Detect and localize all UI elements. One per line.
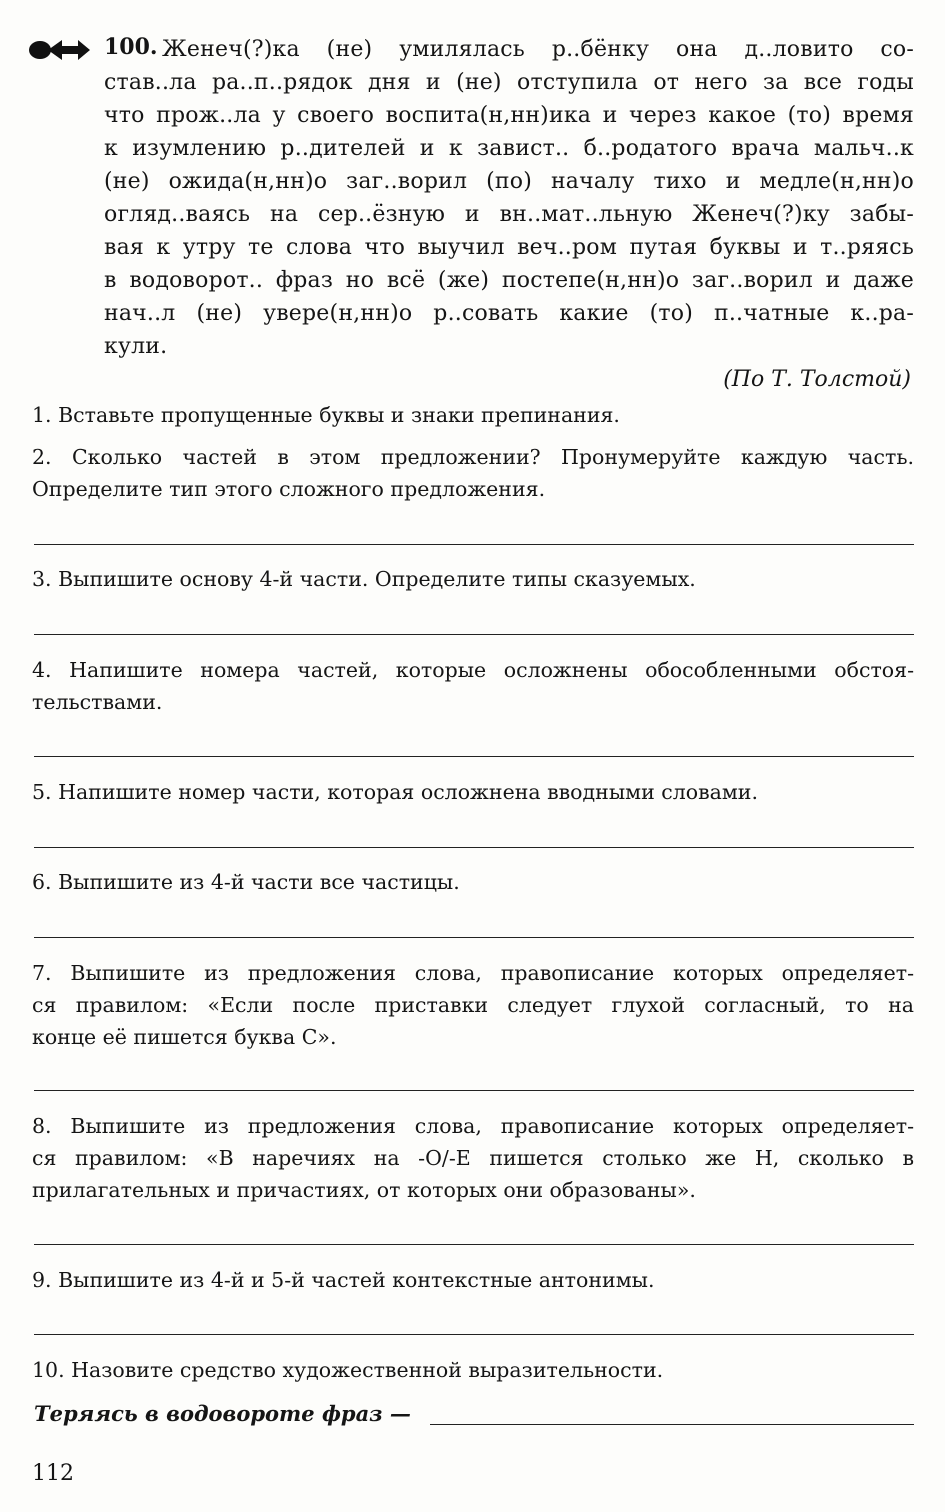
question-2: [32, 441, 914, 505]
question-text: ся правилом: «В наречиях на -О/-Е пишется столько же Н, сколько в: [32, 1146, 914, 1170]
question-text: 4. Напишите номера частей, которые осложнены обособленными обстоя-: [32, 658, 914, 682]
answer-line-7[interactable]: [34, 1090, 914, 1091]
exercise-text-line: став..ла ра..п..рядок дня и (не) отступила от него за все годы: [104, 70, 914, 95]
question-text: 2. Сколько частей в этом предложении? Пронумеруйте каждую часть.: [32, 445, 914, 469]
question-text: конце её пишется буква С».: [32, 1025, 337, 1049]
question-8: [32, 1110, 914, 1206]
question-text: 5. Напишите номер части, которая осложнена вводными словами.: [32, 780, 758, 804]
exercise-text-line: (не) ожида(н,нн)о заг..ворил (по) началу тихо и медле(н,нн)о: [104, 169, 914, 194]
question-text: 6. Выпишите из 4-й части все частицы.: [32, 870, 460, 894]
final-answer-line[interactable]: [430, 1424, 914, 1425]
exercise-marker-icon: [28, 36, 92, 64]
final-prompt: Теряясь в водовороте фраз —: [34, 1401, 411, 1426]
question-text: 3. Выпишите основу 4-й части. Определите типы сказуемых.: [32, 567, 696, 591]
answer-line-9[interactable]: [34, 1334, 914, 1335]
question-3: [32, 563, 914, 595]
question-text: 10. Назовите средство художественной выразительности.: [32, 1358, 664, 1382]
question-text: 9. Выпишите из 4-й и 5-й частей контекстные антонимы.: [32, 1268, 655, 1292]
question-7: [32, 957, 914, 1053]
question-text: 7. Выпишите из предложения слова, правописание которых определяет-: [32, 961, 914, 985]
exercise-text-line: что прож..ла у своего воспита(н,нн)ика и через какое (то) время: [104, 103, 914, 128]
exercise-text-line: Женеч(?)ка (не) умилялась р..бёнку она д..ловито со-: [162, 37, 914, 62]
answer-line-5[interactable]: [34, 847, 914, 848]
answer-line-8[interactable]: [34, 1244, 914, 1245]
answer-line-6[interactable]: [34, 937, 914, 938]
question-1: [32, 399, 914, 431]
exercise-text-line: в водоворот.. фраз но всё (же) постепе(н,нн)о заг..ворил и даже: [104, 268, 914, 293]
exercise-text-line: к изумлению р..дителей и к завист.. б..родатого врача мальч..к: [104, 136, 914, 161]
author-attribution: (По Т. Толстой): [723, 367, 911, 392]
question-9: [32, 1264, 914, 1296]
question-4: [32, 654, 914, 718]
exercise-number: 100.: [104, 34, 158, 60]
exercise-text-line: огляд..ваясь на сер..ёзную и вн..мат..льную Женеч(?)ку забы-: [104, 202, 914, 227]
answer-line-2[interactable]: [34, 544, 914, 545]
question-5: [32, 776, 914, 808]
page-number: 112: [32, 1461, 74, 1486]
question-text: тельствами.: [32, 690, 163, 714]
question-text: Определите тип этого сложного предложения.: [32, 477, 546, 501]
exercise-text-line: вая к утру те слова что выучил веч..ром путая буквы и т..ряясь: [104, 235, 914, 260]
answer-line-4[interactable]: [34, 756, 914, 757]
exercise-text-line: кули.: [104, 334, 168, 359]
exercise-text-line: нач..л (не) увере(н,нн)о р..совать какие (то) п..чатные к..ра-: [104, 301, 914, 326]
question-text: ся правилом: «Если после приставки следует глухой согласный, то на: [32, 993, 914, 1017]
question-text: 1. Вставьте пропущенные буквы и знаки препинания.: [32, 403, 620, 427]
question-6: [32, 866, 914, 898]
answer-line-3[interactable]: [34, 634, 914, 635]
question-text: прилагательных и причастиях, от которых они образованы».: [32, 1178, 696, 1202]
question-text: 8. Выпишите из предложения слова, правописание которых определяет-: [32, 1114, 914, 1138]
question-10: [32, 1354, 914, 1386]
